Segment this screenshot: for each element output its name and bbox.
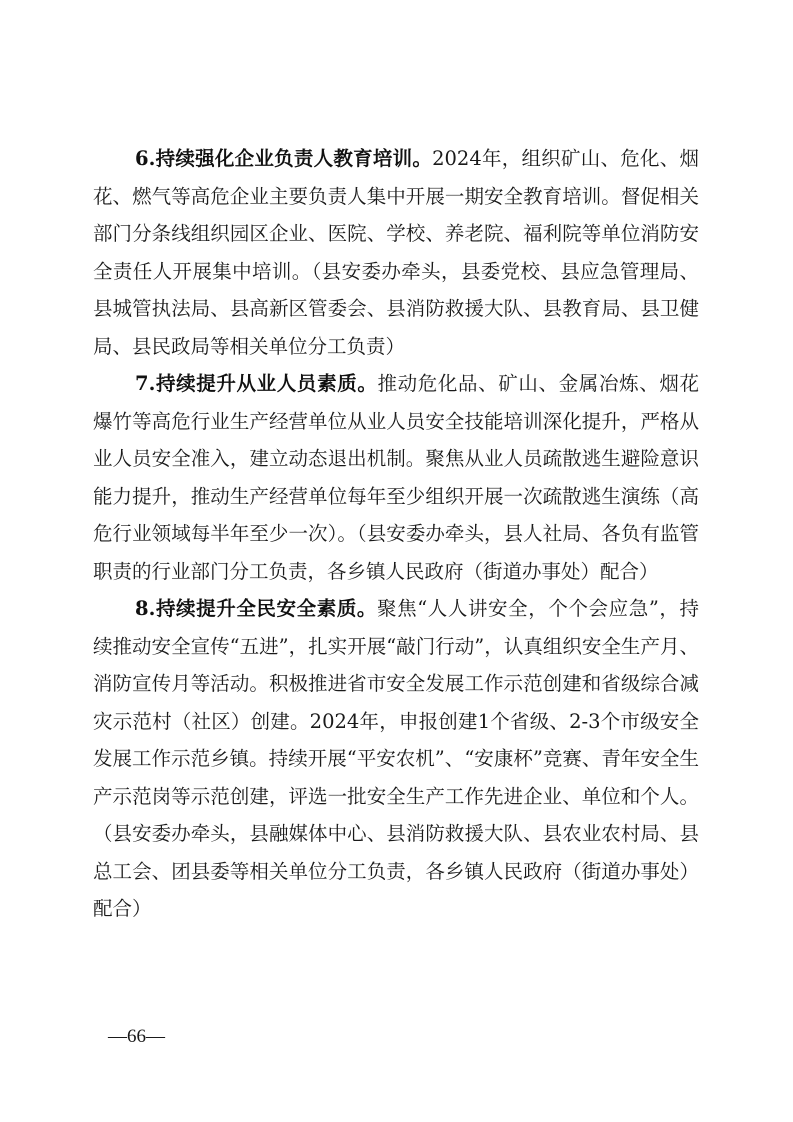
- page-number: —66—: [108, 1026, 165, 1047]
- paragraph-6-heading: 6.持续强化企业负责人教育培训。: [135, 147, 433, 170]
- paragraph-8-heading: 8.持续提升全民安全素质。: [135, 597, 378, 620]
- paragraph-8-text: 聚焦“人人讲安全，个个会应急”，持续推动安全宣传“五进”，扎实开展“敲门行动”，认真组织安全生产月、消防宣传月等活动。积极推进省市安全发展工作示范创建和省级综合减灾示范村（社区）创建。2024年，申报创建1个省级、2-3个市级安全发展工作示范乡镇。持续开展“平安农机”、“安康杯”竞赛、青年安全生产示范岗等示范创建，评选一批安全生产工作先进企业、单位和个人。（县安委办牵头，县融媒体中心、县消防救援大队、县农业农村局、县总工会、团县委等相关单位分工负责，各乡镇人民政府（街道办事处）配合）: [93, 597, 699, 920]
- document-body: [93, 140, 699, 928]
- paragraph-7-heading: 7.持续提升从业人员素质。: [135, 372, 378, 395]
- paragraph-7: [93, 365, 699, 590]
- paragraph-7-text: 推动危化品、矿山、金属冶炼、烟花爆竹等高危行业生产经营单位从业人员安全技能培训深化提升，严格从业人员安全准入，建立动态退出机制。聚焦从业人员疏散逃生避险意识能力提升，推动生产经营单位每年至少组织开展一次疏散逃生演练（高危行业领域每半年至少一次）。（县安委办牵头，县人社局、各负有监管职责的行业部门分工负责，各乡镇人民政府（街道办事处）配合）: [93, 372, 699, 583]
- paragraph-6: [93, 140, 699, 365]
- paragraph-6-text: 2024年，组织矿山、危化、烟花、燃气等高危企业主要负责人集中开展一期安全教育培训。督促相关部门分条线组织园区企业、医院、学校、养老院、福利院等单位消防安全责任人开展集中培训。（县安委办牵头，县委党校、县应急管理局、县城管执法局、县高新区管委会、县消防救援大队、县教育局、县卫健局、县民政局等相关单位分工负责）: [93, 147, 699, 358]
- paragraph-8: [93, 590, 699, 928]
